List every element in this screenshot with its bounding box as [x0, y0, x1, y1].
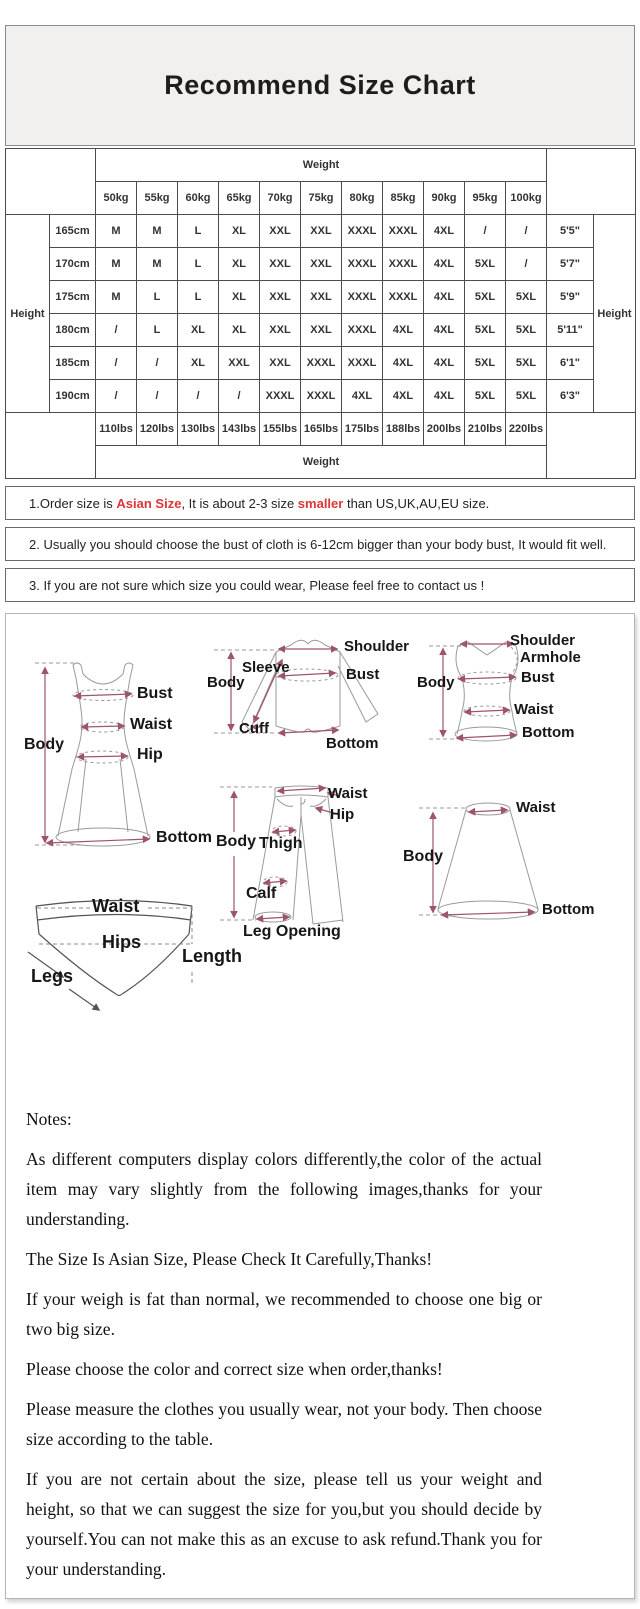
size-cell: XXXL [301, 347, 342, 380]
size-cell: 5XL [465, 248, 506, 281]
notes-section [26, 1104, 542, 1594]
size-cell: XXXL [383, 215, 424, 248]
size-cell: XXL [260, 248, 301, 281]
size-cell: 5XL [465, 314, 506, 347]
size-cell: 4XL [383, 347, 424, 380]
weight-kg-cell: 50kg [96, 182, 137, 215]
size-cell: 4XL [424, 314, 465, 347]
page-title: Recommend Size Chart [164, 70, 476, 100]
dress-diagram [35, 663, 150, 846]
weight-lbs-cell: 188lbs [383, 413, 424, 446]
height-cm-cell: 165cm [50, 215, 96, 248]
notes-heading: Notes: [26, 1109, 72, 1129]
weight-lbs-cell: 155lbs [260, 413, 301, 446]
size-cell: 5XL [506, 347, 547, 380]
table-corner-cell [547, 413, 636, 479]
vest-armhole-label: Armhole [520, 649, 581, 666]
size-cell: XXXL [342, 314, 383, 347]
pants-hip-label: Hip [330, 806, 355, 823]
size-cell: / [506, 248, 547, 281]
size-cell: M [96, 248, 137, 281]
size-cell: XXL [260, 314, 301, 347]
weight-kg-cell: 90kg [424, 182, 465, 215]
vest-shoulder-label: Shoulder [510, 632, 576, 649]
size-cell: L [137, 314, 178, 347]
size-cell: XXL [301, 314, 342, 347]
tip-1-text: 1.Order size is Asian Size, It is about 2-3 size smaller than US,UK,AU,EU size. [29, 495, 490, 511]
height-cm-cell: 175cm [50, 281, 96, 314]
vest-bust-label: Bust [521, 669, 555, 686]
tip-2 [5, 527, 635, 561]
size-chart-table [5, 148, 636, 479]
height-ft-cell: 6'3" [547, 380, 594, 413]
size-cell: XXXL [383, 248, 424, 281]
weight-kg-cell: 70kg [260, 182, 301, 215]
size-cell: 4XL [424, 380, 465, 413]
size-cell: XXL [260, 281, 301, 314]
weight-kg-cell: 100kg [506, 182, 547, 215]
weight-lbs-cell: 130lbs [178, 413, 219, 446]
vest-waist-label: Waist [514, 701, 554, 718]
dress-bottom-label: Bottom [156, 829, 212, 846]
size-cell: 5XL [506, 281, 547, 314]
weight-footer-cell: Weight [96, 446, 547, 479]
table-corner-cell [547, 149, 636, 215]
pants-thigh-label: Thigh [259, 835, 303, 852]
size-cell: 4XL [383, 314, 424, 347]
size-cell: XL [219, 281, 260, 314]
size-cell: / [137, 380, 178, 413]
tip-2-text: 2. Usually you should choose the bust of cloth is 6-12cm bigger than your body bust, It would fit well. [29, 536, 607, 552]
size-cell: 4XL [383, 380, 424, 413]
size-cell: XXL [219, 347, 260, 380]
size-cell: XL [219, 314, 260, 347]
size-cell: / [137, 347, 178, 380]
size-cell: / [178, 380, 219, 413]
size-cell: L [178, 281, 219, 314]
size-cell: / [506, 215, 547, 248]
dress-hip-label: Hip [137, 746, 163, 763]
note-paragraph: The Size Is Asian Size, Please Check It Carefully,Thanks! [26, 1249, 433, 1269]
size-cell: XXL [301, 248, 342, 281]
note-paragraph: If your weigh is fat than normal, we recommended to choose one big or two big size. [26, 1289, 542, 1339]
size-cell: / [96, 347, 137, 380]
weight-kg-cell: 60kg [178, 182, 219, 215]
size-cell: 4XL [342, 380, 383, 413]
height-ft-cell: 5'11" [547, 314, 594, 347]
size-cell: / [96, 314, 137, 347]
table-corner-cell [6, 413, 96, 479]
weight-lbs-cell: 210lbs [465, 413, 506, 446]
weight-kg-cell: 55kg [137, 182, 178, 215]
size-cell: L [137, 281, 178, 314]
briefs-legs-label: Legs [31, 966, 74, 986]
shirt-cuff-label: Cuff [239, 720, 269, 737]
weight-lbs-cell: 175lbs [342, 413, 383, 446]
smaller-highlight: smaller [297, 495, 344, 511]
size-cell: XXL [301, 281, 342, 314]
size-cell: L [178, 215, 219, 248]
size-cell: 5XL [465, 380, 506, 413]
dress-bust-label: Bust [137, 685, 173, 702]
size-cell: 4XL [424, 248, 465, 281]
pants-leg-opening-label: Leg Opening [243, 923, 341, 940]
weight-lbs-cell: 200lbs [424, 413, 465, 446]
height-ft-cell: 5'7" [547, 248, 594, 281]
size-cell: XXXL [301, 380, 342, 413]
size-cell: / [465, 215, 506, 248]
pants-calf-label: Calf [246, 885, 277, 902]
size-cell: L [178, 248, 219, 281]
vest-bottom-label: Bottom [522, 724, 575, 741]
size-cell: M [137, 215, 178, 248]
size-cell: M [96, 281, 137, 314]
size-cell: M [96, 215, 137, 248]
size-cell: 5XL [465, 347, 506, 380]
skirt-waist-label: Waist [516, 799, 556, 816]
size-cell: XL [219, 248, 260, 281]
height-cm-cell: 180cm [50, 314, 96, 347]
weight-lbs-cell: 110lbs [96, 413, 137, 446]
tip-1 [5, 486, 635, 520]
size-cell: M [137, 248, 178, 281]
size-cell: 4XL [424, 347, 465, 380]
weight-kg-cell: 80kg [342, 182, 383, 215]
size-cell: XXXL [342, 215, 383, 248]
size-cell: 5XL [506, 380, 547, 413]
note-paragraph: If you are not certain about the size, please tell us your weight and height, so that we can suggest the size for you,but you should decide by yourself.You can not make this as an excuse to ask refund.Thank you for your understanding. [26, 1469, 542, 1579]
size-cell: XXL [260, 347, 301, 380]
note-paragraph: Please measure the clothes you usually wear, not your body. Then choose size according to the table. [26, 1399, 542, 1449]
asian-size-highlight: Asian Size [116, 495, 182, 511]
height-ft-cell: 6'1" [547, 347, 594, 380]
size-cell: XL [178, 347, 219, 380]
weight-lbs-cell: 165lbs [301, 413, 342, 446]
height-header-right-cell: Height [594, 215, 636, 413]
tip-3 [5, 568, 635, 602]
height-ft-cell: 5'5" [547, 215, 594, 248]
title-box [5, 25, 635, 146]
shirt-shoulder-label: Shoulder [344, 638, 410, 655]
size-cell: XXXL [342, 248, 383, 281]
weight-header-cell: Weight [96, 149, 547, 182]
height-header-left-cell: Height [6, 215, 50, 413]
measurement-guide-box [5, 613, 635, 1599]
size-cell: XXL [260, 215, 301, 248]
height-cm-cell: 190cm [50, 380, 96, 413]
weight-lbs-cell: 220lbs [506, 413, 547, 446]
height-cm-cell: 185cm [50, 347, 96, 380]
note-paragraph: As different computers display colors differently,the color of the actual item may vary slightly from the following images,thanks for your understanding. [26, 1149, 542, 1229]
size-cell: XL [219, 215, 260, 248]
shirt-bust-label: Bust [346, 666, 380, 683]
skirt-bottom-label: Bottom [542, 901, 595, 918]
size-cell: XXXL [342, 281, 383, 314]
briefs-waist-label: Waist [92, 896, 140, 916]
briefs-hips-label: Hips [102, 932, 142, 952]
skirt-body-label: Body [403, 848, 443, 865]
size-cell: XXXL [342, 347, 383, 380]
size-cell: XXXL [260, 380, 301, 413]
weight-kg-cell: 95kg [465, 182, 506, 215]
vest-body-label: Body [417, 674, 455, 691]
weight-kg-cell: 75kg [301, 182, 342, 215]
size-cell: 5XL [506, 314, 547, 347]
size-cell: 5XL [465, 281, 506, 314]
tip-3-text: 3. If you are not sure which size you could wear, Please feel free to contact us ! [29, 577, 485, 593]
table-corner-cell [6, 149, 96, 215]
weight-lbs-cell: 120lbs [137, 413, 178, 446]
dress-body-label: Body [24, 736, 64, 753]
size-cell: 4XL [424, 215, 465, 248]
size-cell: 4XL [424, 281, 465, 314]
note-paragraph: Please choose the color and correct size when order,thanks! [26, 1359, 443, 1379]
shirt-body-label: Body [207, 674, 245, 691]
height-ft-cell: 5'9" [547, 281, 594, 314]
size-cell: XXXL [383, 281, 424, 314]
shirt-sleeve-label: Sleeve [242, 659, 290, 676]
shirt-bottom-label: Bottom [326, 735, 379, 752]
size-cell: / [219, 380, 260, 413]
pants-body-label: Body [216, 833, 256, 850]
size-cell: XXL [301, 215, 342, 248]
weight-lbs-cell: 143lbs [219, 413, 260, 446]
height-cm-cell: 170cm [50, 248, 96, 281]
briefs-length-label: Length [182, 946, 242, 966]
vest-diagram [429, 642, 518, 741]
weight-kg-cell: 65kg [219, 182, 260, 215]
size-cell: XL [178, 314, 219, 347]
dress-waist-label: Waist [130, 716, 173, 733]
pants-diagram [220, 786, 343, 924]
pants-waist-label: Waist [328, 785, 368, 802]
weight-kg-cell: 85kg [383, 182, 424, 215]
size-cell: / [96, 380, 137, 413]
